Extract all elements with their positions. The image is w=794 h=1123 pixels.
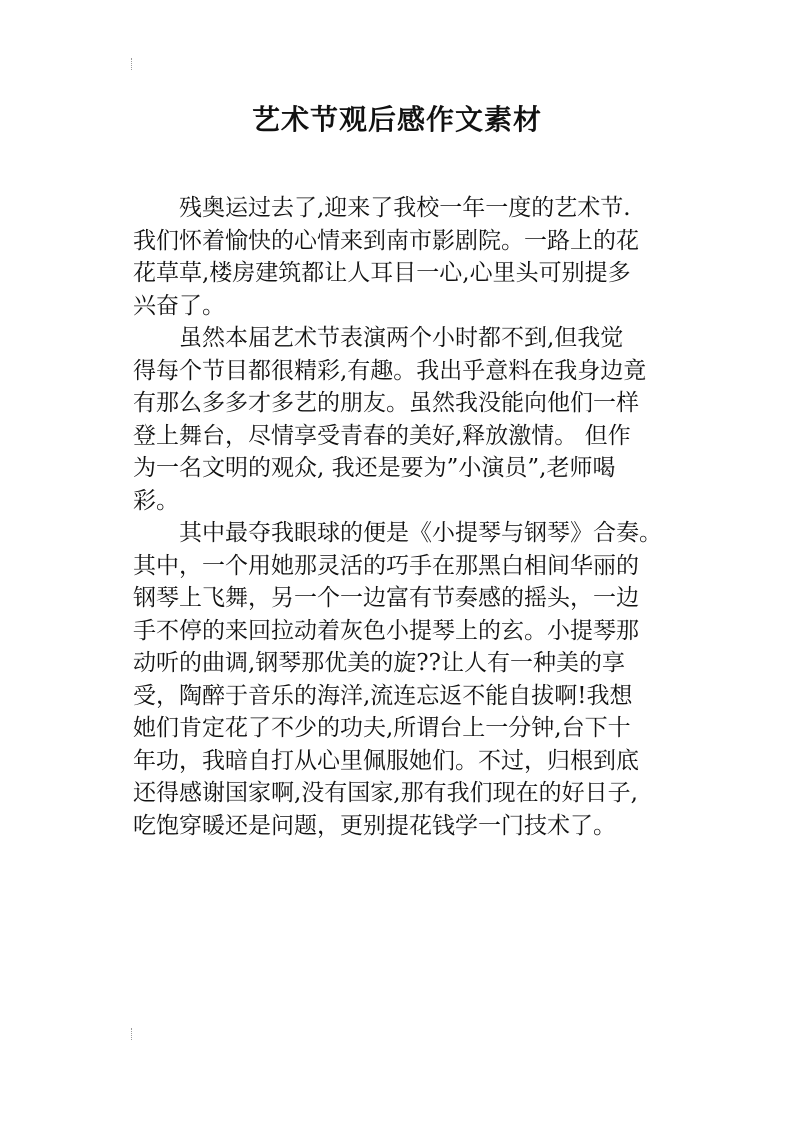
paragraph-line: 残奥运过去了,迎来了我校一年一度的艺术节. bbox=[179, 195, 631, 221]
paragraph-line: 她们肯定花了不少的功夫,所谓台上一分钟,台下十 bbox=[133, 715, 631, 741]
paragraph-line: 受，陶醉于音乐的海洋,流连忘返不能自拔啊!我想 bbox=[133, 682, 633, 709]
paragraph-2 bbox=[133, 322, 665, 517]
paragraph-line: 登上舞台，尽情享受青春的美好,释放激情。 但作 bbox=[133, 422, 631, 449]
paragraph-line: 其中，一个用她那灵活的巧手在那黑白相间华丽的 bbox=[133, 552, 639, 579]
paragraph-line: 动听的曲调,钢琴那优美的旋??让人有一种美的享 bbox=[133, 650, 625, 676]
paragraph-3 bbox=[133, 517, 665, 842]
paragraph-line: 得每个节目都很精彩,有趣。我出乎意料在我身边竟 bbox=[133, 357, 647, 384]
paragraph-line: 还得感谢国家啊,没有国家,那有我们现在的好日子, bbox=[133, 780, 638, 806]
paragraph-line: 有那么多多才多艺的朋友。虽然我没能向他们一样 bbox=[133, 390, 639, 416]
page-title: 艺术节观后感作文素材 bbox=[251, 103, 542, 136]
document-body bbox=[133, 192, 665, 842]
paragraph-line: 彩。 bbox=[133, 487, 179, 514]
page-corner-mark-bottom bbox=[131, 1028, 136, 1040]
paragraph-line: 兴奋了。 bbox=[133, 292, 225, 319]
paragraph-line: 吃饱穿暖还是问题，更别提花钱学一门技术了。 bbox=[133, 812, 616, 839]
paragraph-line: 花草草,楼房建筑都让人耳目一心,心里头可别提多 bbox=[133, 260, 631, 286]
paragraph-line: 年功，我暗自打从心里佩服她们。不过，归根到底 bbox=[133, 747, 639, 774]
paragraph-1 bbox=[133, 192, 665, 322]
paragraph-line: 其中最夺我眼球的便是《小提琴与钢琴》合奏。 bbox=[179, 520, 662, 546]
paragraph-line: 虽然本届艺术节表演两个小时都不到,但我觉 bbox=[179, 325, 624, 351]
paragraph-line: 手不停的来回拉动着灰色小提琴上的玄。小提琴那 bbox=[133, 617, 639, 644]
page-corner-mark-top bbox=[131, 58, 136, 70]
paragraph-line: 为一名文明的观众, 我还是要为”小演员”,老师喝 bbox=[133, 455, 616, 481]
paragraph-line: 钢琴上飞舞，另一个一边富有节奏感的摇头，一边 bbox=[133, 585, 639, 611]
paragraph-line: 我们怀着愉快的心情来到南市影剧院。一路上的花 bbox=[133, 227, 639, 254]
